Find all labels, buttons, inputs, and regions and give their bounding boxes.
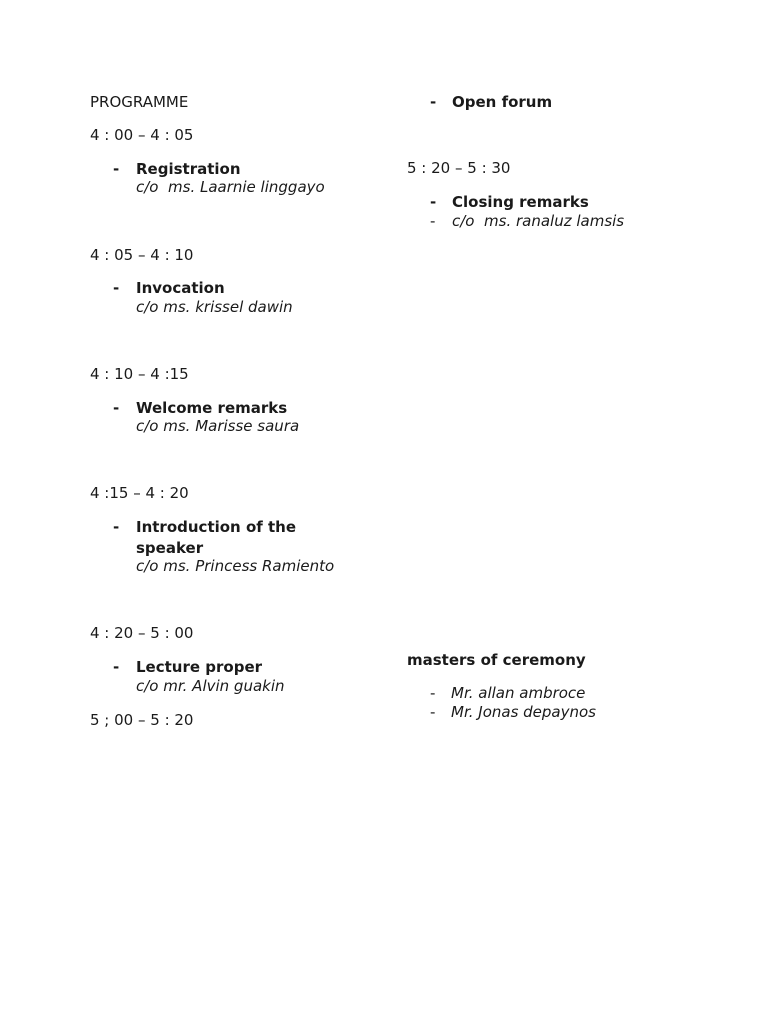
person-registration: c/o ms. Laarnie linggayo — [136, 178, 325, 196]
bullet-dash: - — [113, 658, 120, 676]
bullet-dash: - — [113, 160, 120, 178]
person-introduction: c/o ms. Princess Ramiento — [136, 557, 335, 575]
activity-welcome-remarks: Welcome remarks — [136, 399, 288, 417]
bullet-dash: - — [430, 212, 436, 230]
bullet-dash: - — [430, 703, 436, 721]
page-title: PROGRAMME — [90, 93, 189, 111]
person-lecture-proper: c/o mr. Alvin guakin — [136, 677, 285, 695]
person-welcome-remarks: c/o ms. Marisse saura — [136, 417, 300, 435]
time-slot-3: 4 : 10 – 4 :15 — [90, 365, 189, 383]
time-slot-1: 4 : 00 – 4 : 05 — [90, 126, 194, 144]
masters-heading: masters of ceremony — [407, 651, 586, 669]
bullet-dash: - — [430, 93, 437, 111]
activity-closing-remarks: Closing remarks — [452, 193, 589, 211]
activity-open-forum: Open forum — [452, 93, 553, 111]
time-slot-6: 5 ; 00 – 5 : 20 — [90, 711, 194, 729]
time-slot-2: 4 : 05 – 4 : 10 — [90, 246, 194, 264]
person-closing-remarks-text: c/o ms. ranaluz lamsis — [452, 212, 625, 230]
master-name-2: Mr. Jonas depaynos — [451, 703, 596, 721]
activity-registration: Registration — [136, 160, 241, 178]
activity-introduction-line1: Introduction of the — [136, 518, 297, 536]
activity-invocation: Invocation — [136, 279, 225, 297]
master-name-1: Mr. allan ambroce — [451, 684, 586, 702]
activity-lecture-proper: Lecture proper — [136, 658, 263, 676]
time-slot-4: 4 :15 – 4 : 20 — [90, 484, 189, 502]
bullet-dash: - — [430, 193, 437, 211]
bullet-dash: - — [113, 518, 120, 536]
person-invocation: c/o ms. krissel dawin — [136, 298, 293, 316]
bullet-dash: - — [113, 399, 120, 417]
activity-introduction-line2: speaker — [136, 539, 204, 557]
bullet-dash: - — [113, 279, 120, 297]
time-slot-5: 4 : 20 – 5 : 00 — [90, 624, 194, 642]
time-slot-7: 5 : 20 – 5 : 30 — [407, 159, 511, 177]
bullet-dash: - — [430, 684, 436, 702]
person-closing-remarks — [452, 212, 624, 230]
